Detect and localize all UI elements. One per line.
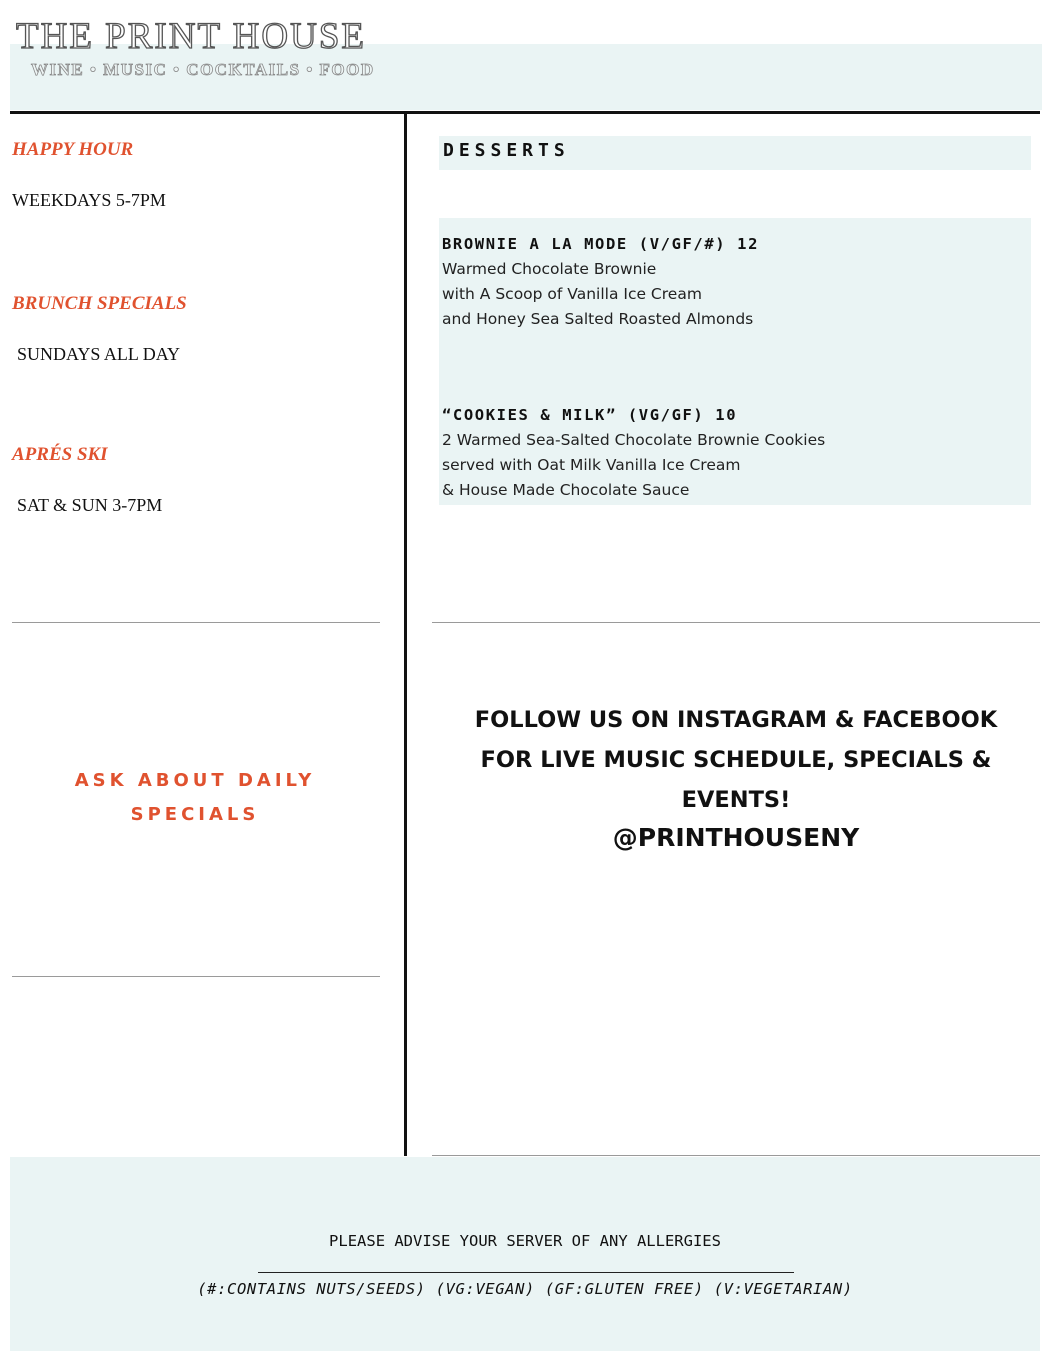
brunch-specials-heading: BRUNCH SPECIALS	[12, 293, 187, 314]
dessert-item-name: BROWNIE A LA MODE (V/GF/#) 12	[442, 235, 760, 253]
dessert-item-description: 2 Warmed Sea-Salted Chocolate Brownie Cookies	[442, 431, 826, 449]
dessert-item-description: Warmed Chocolate Brownie	[442, 260, 657, 278]
left-divider-upper	[12, 622, 380, 623]
social-line-2: FOR LIVE MUSIC SCHEDULE, SPECIALS &	[480, 747, 992, 773]
social-line-1: FOLLOW US ON INSTAGRAM & FACEBOOK	[474, 707, 998, 733]
left-divider-lower	[12, 976, 380, 977]
column-divider	[404, 114, 407, 1156]
footer-band	[10, 1157, 1040, 1351]
daily-specials-note	[20, 764, 370, 832]
social-follow-text	[432, 700, 1040, 820]
dessert-item-description: served with Oat Milk Vanilla Ice Cream	[442, 456, 741, 474]
dietary-legend: (#:CONTAINS NUTS/SEEDS) (VG:VEGAN) (GF:GLUTEN FREE) (V:VEGETARIAN)	[197, 1280, 853, 1298]
dessert-item-description: & House Made Chocolate Sauce	[442, 481, 690, 499]
brand-title: THE PRINT HOUSE	[16, 16, 366, 57]
dessert-item-description: with A Scoop of Vanilla Ice Cream	[442, 285, 702, 303]
brand-tagline: WINE • MUSIC • COCKTAILS • FOOD	[31, 60, 375, 79]
happy-hour-heading: HAPPY HOUR	[12, 139, 134, 160]
allergy-notice: PLEASE ADVISE YOUR SERVER OF ANY ALLERGIES	[329, 1232, 721, 1250]
right-divider-lower	[432, 1155, 1040, 1156]
daily-specials-line1: ASK ABOUT DAILY	[74, 770, 316, 791]
happy-hour-time: WEEKDAYS 5-7PM	[12, 190, 166, 210]
brunch-specials-time: SUNDAYS ALL DAY	[17, 344, 181, 364]
daily-specials-line2: SPECIALS	[130, 804, 260, 825]
header-divider	[10, 111, 1040, 114]
apres-ski-heading: APRÉS SKI	[12, 444, 108, 465]
social-line-3: EVENTS!	[681, 787, 791, 813]
allergy-underline	[258, 1272, 794, 1273]
dessert-item-description: and Honey Sea Salted Roasted Almonds	[442, 310, 754, 328]
apres-ski-time: SAT & SUN 3-7PM	[17, 495, 163, 515]
dessert-item-name: “COOKIES & MILK” (VG/GF) 10	[442, 406, 738, 424]
right-divider-upper	[432, 622, 1040, 623]
social-handle: @PRINTHOUSENY	[612, 823, 860, 852]
desserts-title: DESSERTS	[443, 140, 570, 161]
